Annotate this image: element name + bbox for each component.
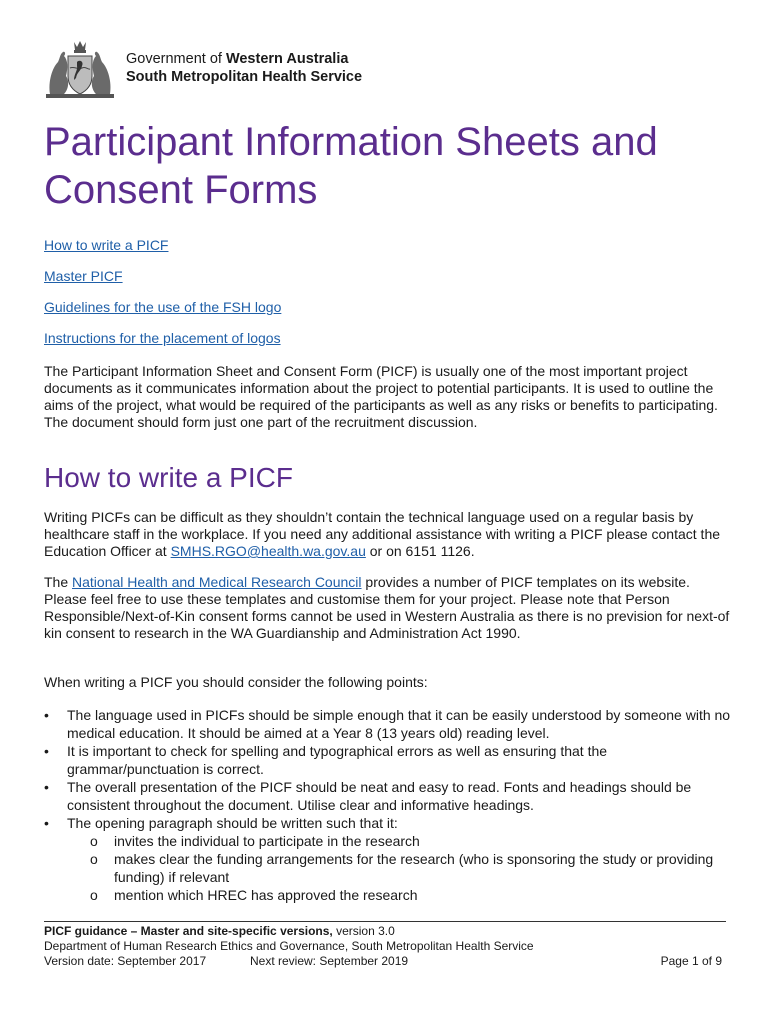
intro-paragraph: The Participant Information Sheet and Consent Form (PICF) is usually one of the most important project documents as it communicates information about the project to potential participants. It is used to outline the aims of the project, what would be required of the participants as well as any risks or benefits to participating. The document should form just one part of the recruitment discussion. bbox=[44, 363, 718, 430]
header bbox=[44, 38, 362, 104]
para1-text: Writing PICFs can be difficult as they shouldn’t contain the technical language used on a regular basis by healthcare staff in the workplace. If you need any additional assistance with writing a PICF please contact the Education Officer at bbox=[44, 509, 721, 559]
link-fsh-logo-guidelines[interactable]: Guidelines for the use of the FSH logo bbox=[44, 299, 282, 315]
org-line1-bold: Western Australia bbox=[225, 51, 349, 67]
link-how-to-write[interactable]: How to write a PICF bbox=[44, 237, 169, 253]
footer bbox=[44, 924, 726, 969]
para2-text: The bbox=[44, 574, 73, 590]
email-link[interactable]: SMHS.RGO@health.wa.gov.au bbox=[170, 543, 366, 559]
sub-bullet: o bbox=[90, 833, 98, 849]
list-item-text: The opening paragraph should be written such that it: bbox=[67, 815, 398, 831]
list-item-text: The language used in PICFs should be simple enough that it can be easily understood by someone with no medical education. It should be aimed at a Year 8 (13 years old) reading level. bbox=[67, 707, 731, 741]
sub-list-item bbox=[67, 850, 734, 886]
bullet: • bbox=[44, 743, 49, 759]
paragraph-contact bbox=[44, 509, 734, 560]
list-item bbox=[44, 778, 734, 814]
para2-text-end: provides a number of PICF templates on its website. Please feel free to use these templates and customise them for your project. Please note that Person Responsible/Next-of-Kin consent forms cannot be used in Western Australia as there is no prevision for next-of kin consent to research in the WA Guardianship and Administration Act 1990. bbox=[44, 574, 730, 641]
footer-divider bbox=[44, 921, 726, 922]
paragraph-points-intro: When writing a PICF you should consider the following points: bbox=[44, 674, 428, 690]
org-line1-prefix: Government of bbox=[126, 51, 226, 67]
list-item-text: It is important to check for spelling and typographical errors as well as ensuring that the grammar/punctuation is correct. bbox=[67, 743, 608, 777]
list-item bbox=[44, 814, 734, 904]
footer-department: Department of Human Research Ethics and Governance, South Metropolitan Health Service bbox=[44, 939, 534, 953]
wa-coat-of-arms-icon bbox=[44, 38, 116, 100]
bullet: • bbox=[44, 707, 49, 723]
nhmrc-link[interactable]: National Health and Medical Research Council bbox=[72, 574, 362, 590]
sub-bullet: o bbox=[90, 851, 98, 867]
paragraph-nhmrc bbox=[44, 574, 734, 642]
footer-next-review: Next review: September 2019 bbox=[250, 954, 409, 968]
list-item bbox=[44, 742, 734, 778]
sub-list-item-text: invites the individual to participate in the research bbox=[114, 833, 420, 849]
page-title: Participant Information Sheets and Consent Forms bbox=[44, 120, 658, 212]
para1-text-end: or on 6151 1126. bbox=[365, 543, 475, 559]
list-item bbox=[44, 706, 734, 742]
sub-bullet: o bbox=[90, 887, 98, 903]
link-list bbox=[44, 236, 281, 360]
list-item-text: The overall presentation of the PICF should be neat and easy to read. Fonts and headings should be consistent throughout the document. Utilise clear and informative headings. bbox=[67, 779, 692, 813]
consideration-list bbox=[44, 706, 734, 904]
bullet: • bbox=[44, 815, 49, 831]
sub-list-item-text: mention which HREC has approved the research bbox=[114, 887, 418, 903]
footer-version: version 3.0 bbox=[332, 924, 395, 938]
sub-list bbox=[67, 832, 734, 904]
organization-name bbox=[126, 50, 362, 86]
sub-list-item bbox=[67, 832, 734, 850]
link-logo-placement[interactable]: Instructions for the placement of logos bbox=[44, 330, 281, 346]
section-heading: How to write a PICF bbox=[44, 462, 293, 493]
footer-doc-title: PICF guidance – Master and site-specific versions, bbox=[44, 924, 333, 938]
bullet: • bbox=[44, 779, 49, 795]
org-line2: South Metropolitan Health Service bbox=[126, 69, 363, 85]
link-master-picf[interactable]: Master PICF bbox=[44, 268, 123, 284]
footer-version-date: Version date: September 2017 bbox=[44, 954, 207, 968]
page-number: Page 1 of 9 bbox=[660, 954, 722, 968]
sub-list-item bbox=[67, 886, 734, 904]
sub-list-item-text: makes clear the funding arrangements for the research (who is sponsoring the study or providing funding) if relevant bbox=[114, 851, 714, 885]
